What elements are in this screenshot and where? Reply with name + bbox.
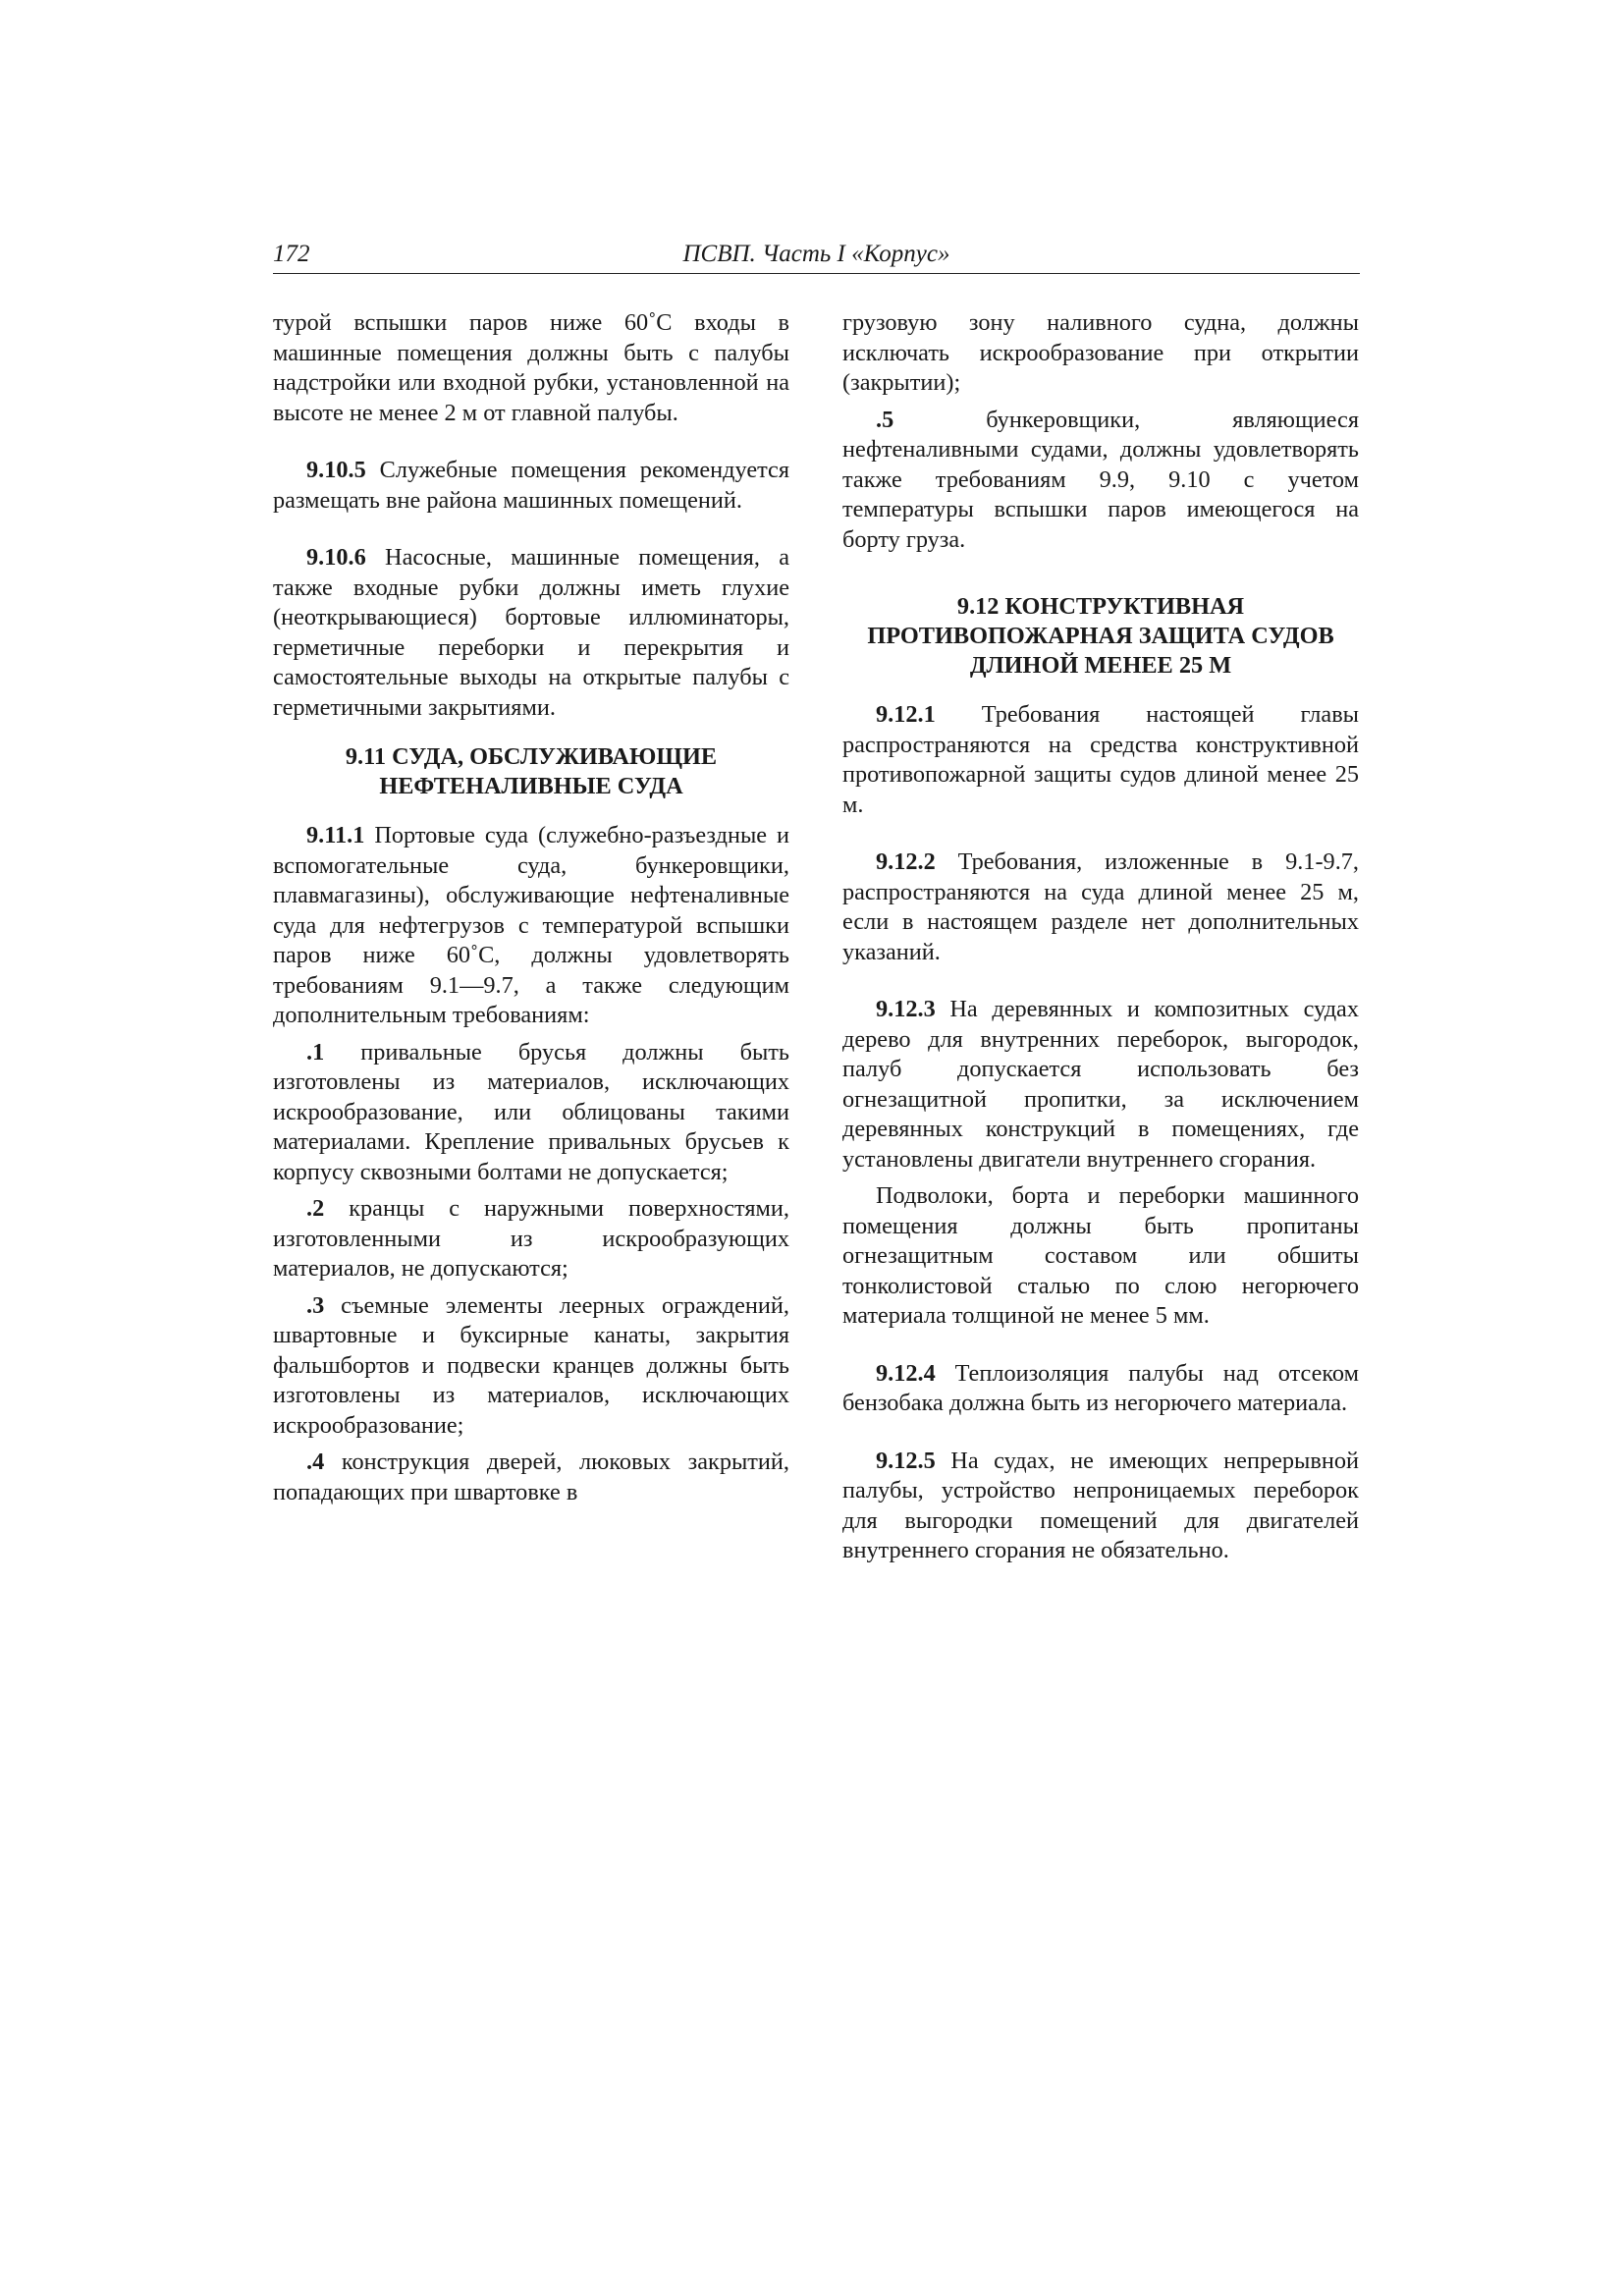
page-number: 172 xyxy=(273,241,310,267)
left-column xyxy=(273,308,789,1514)
section-heading-9-12 xyxy=(842,592,1359,681)
item-number: .4 xyxy=(306,1449,325,1475)
clause-text: На судах, не имеющих непрерывной палубы, устройство непроницаемых переборок для выгородки помещений для двигателей внутреннего сгорания не обязательно. xyxy=(842,1447,1359,1563)
heading-line: ПРОТИВОПОЖАРНАЯ ЗАЩИТА СУДОВ xyxy=(867,623,1334,649)
clause-text: Требования настоящей главы распространяются на средства конструктивной противопожарной защиты судов длиной менее 25 м. xyxy=(842,701,1359,818)
clause-number: 9.12.2 xyxy=(876,848,936,875)
item-number: .3 xyxy=(306,1291,325,1319)
paragraph-9-12-2 xyxy=(842,847,1359,967)
item-text: конструкция дверей, люковых закрытий, попадающих при швартовке в xyxy=(273,1449,789,1505)
clause-text: Насосные, машинные помещения, а также входные рубки должны иметь глухие (неоткрывающиеся) бортовые иллюминаторы, герметичные переборки и перекрытия и самостоятельные выходы на открытые палубы с герметичными закрытиями. xyxy=(273,544,789,721)
paragraph-9-12-3-continued: Подволоки, борта и переборки машинного помещения должны быть пропитаны огнезащитным составом или обшиты тонколистовой сталью по слою негорючего материала толщиной не менее 5 мм. xyxy=(842,1182,1359,1329)
clause-number: 9.12.3 xyxy=(876,996,936,1022)
item-number: .5 xyxy=(876,406,894,433)
item-text: бункеровщики, являющиеся нефтеналивными судами, должны удовлетворять также требованиям 9.9, 9.10 с учетом температуры вспышки паров имеющегося на борту груза. xyxy=(842,406,1359,553)
clause-number: 9.10.5 xyxy=(306,457,366,483)
list-item-1 xyxy=(273,1038,789,1188)
paragraph-9-10-6 xyxy=(273,543,789,723)
paragraph-continued: турой вспышки паров ниже 60˚С входы в машинные помещения должны быть с палубы надстройки или входной рубки, установленной на высоте не менее 2 м от главной палубы. xyxy=(273,309,789,426)
clause-number: 9.12.1 xyxy=(876,701,936,728)
list-item-4 xyxy=(273,1448,789,1507)
heading-line: ДЛИНОЙ МЕНЕЕ 25 М xyxy=(969,652,1232,679)
clause-text: На деревянных и композитных судах дерево для внутренних переборок, выгородок, палуб допускается использовать без огнезащитной пропитки, за исключением деревянных конструкций в помещениях, где установлены двигатели внутреннего сгорания. xyxy=(842,996,1359,1173)
clause-number: 9.11.1 xyxy=(306,822,365,848)
item-number: .2 xyxy=(306,1195,325,1222)
running-title: ПСВП. Часть I «Корпус» xyxy=(682,241,950,267)
paragraph-9-12-3 xyxy=(842,995,1359,1175)
list-item-5 xyxy=(842,406,1359,556)
running-header xyxy=(273,240,1360,274)
heading-line: 9.12 КОНСТРУКТИВНАЯ xyxy=(956,593,1245,620)
paragraph-9-12-5 xyxy=(842,1447,1359,1566)
paragraph-9-11-1 xyxy=(273,821,789,1031)
clause-text: Требования, изложенные в 9.1-9.7, распространяются на суда длиной менее 25 м, если в настоящем разделе нет дополнительных указаний. xyxy=(842,848,1359,965)
heading-line: НЕФТЕНАЛИВНЫЕ СУДА xyxy=(379,773,683,799)
heading-line: 9.11 СУДА, ОБСЛУЖИВАЮЩИЕ xyxy=(345,743,718,770)
clause-text: Теплоизоляция палубы над отсеком бензобака должна быть из негорючего материала. xyxy=(842,1359,1359,1416)
item-text: кранцы с наружными поверхностями, изготовленными из искрообразующих материалов, не допускаются; xyxy=(273,1195,789,1282)
item-text: съемные элементы леерных ограждений, швартовные и буксирные канаты, закрытия фальшбортов и подвески кранцев должны быть изготовлены из материалов, исключающих искрообразование; xyxy=(273,1291,789,1439)
item-number: .1 xyxy=(306,1038,325,1066)
section-heading-9-11 xyxy=(273,742,789,801)
paragraph-9-12-1 xyxy=(842,700,1359,820)
right-column xyxy=(842,308,1359,1580)
clause-number: 9.10.6 xyxy=(306,544,366,571)
clause-number: 9.12.4 xyxy=(876,1359,936,1387)
clause-text: Служебные помещения рекомендуется размещать вне района машинных помещений. xyxy=(273,457,789,514)
paragraph-9-10-5 xyxy=(273,456,789,516)
paragraph-9-12-4 xyxy=(842,1359,1359,1419)
clause-text: Портовые суда (служебно-разъездные и вспомогательные суда, бункеровщики, плавмагазины), обслуживающие нефтеналивные суда для нефтегрузов с температурой вспышки паров ниже 60˚С, должны удовлетворять требованиям 9.1—9.7, а также следующим дополнительным требованиям: xyxy=(273,822,789,1028)
item-text: привальные брусья должны быть изготовлены из материалов, исключающих искрообразование, или облицованы такими материалами. Крепление привальных брусьев к корпусу сквозными болтами не допускается; xyxy=(273,1038,789,1185)
list-item-3 xyxy=(273,1291,789,1442)
clause-number: 9.12.5 xyxy=(876,1447,936,1474)
paragraph-continued: грузовую зону наливного судна, должны исключать искрообразование при открытии (закрытии); xyxy=(842,309,1359,396)
list-item-2 xyxy=(273,1194,789,1285)
